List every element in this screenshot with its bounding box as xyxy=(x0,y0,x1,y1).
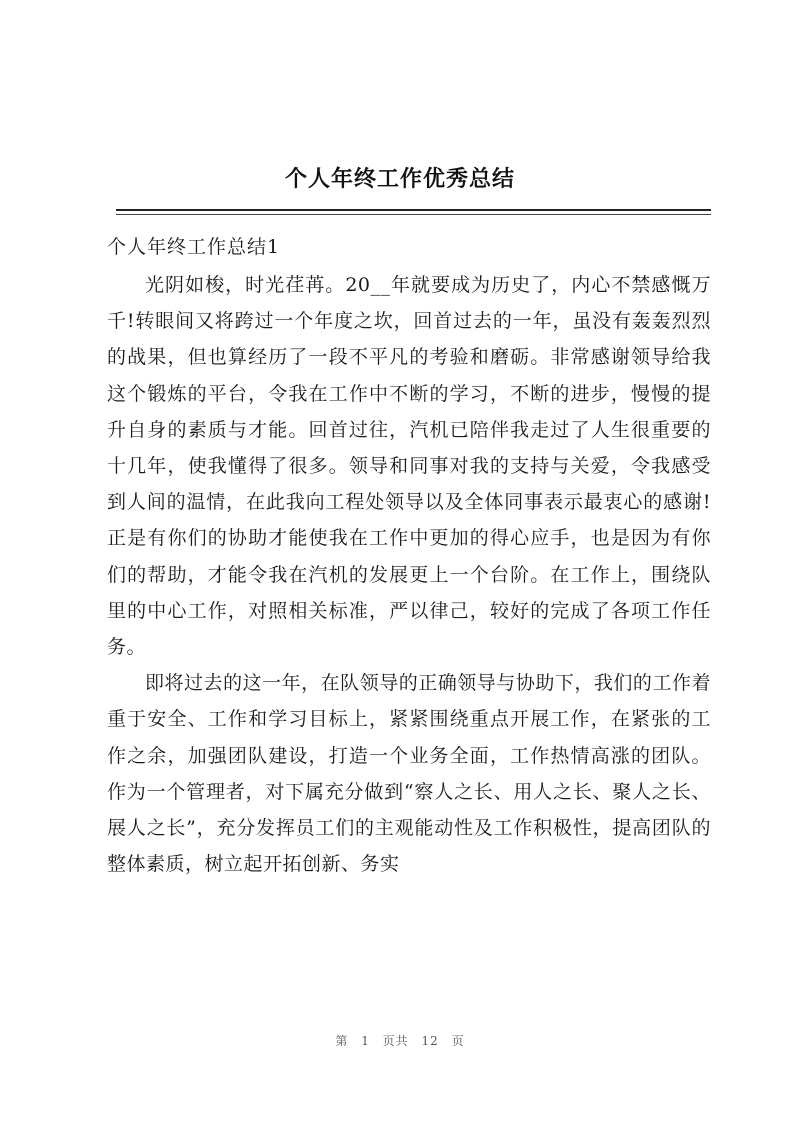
footer-suffix: 页 xyxy=(451,1034,465,1048)
document-title: 个人年终工作优秀总结 xyxy=(284,166,515,192)
title-rule-thin xyxy=(116,214,711,215)
footer-page-number: 1 xyxy=(361,1034,370,1048)
footer-prefix: 第 xyxy=(335,1034,349,1048)
footer-total-pages: 12 xyxy=(421,1034,439,1048)
paragraph-1: 光阴如梭，时光荏苒。20__年就要成为历史了，内心不禁感慨万千!转眼间又将跨过一个年度之坎，回首过去的一年，虽没有轰轰烈烈的战果，但也算经历了一段不平凡的考验和磨砺。非常感谢领导给我这个锻炼的平台，令我在工作中不断的学习，不断的进步，慢慢的提升自身的素质与才能。回首过往，汽机已陪伴我走过了人生很重要的十几年，使我懂得了很多。领导和同事对我的支持与关爱，令我感受到人间的温情，在此我向工程处领导以及全体同事表示最衷心的感谢!正是有你们的协助才能使我在工作中更加的得心应手，也是因为有你们的帮助，才能令我在汽机的发展更上一个台阶。在工作上，围绕队里的中心工作，对照相关标准，严以律己，较好的完成了各项工作任务。 xyxy=(107,274,711,659)
paragraph-2: 即将过去的这一年，在队领导的正确领导与协助下，我们的工作着重于安全、工作和学习目标上，紧紧围绕重点开展工作，在紧张的工作之余，加强团队建设，打造一个业务全面，工作热情高涨的团队。作为一个管理者，对下属充分做到“察人之长、用人之长、聚人之长、展人之长”，充分发挥员工们的主观能动性及工作积极性，提高团队的整体素质，树立起开拓创新、务实 xyxy=(107,672,711,876)
footer-middle: 页共 xyxy=(382,1034,409,1048)
section-heading: 个人年终工作总结1 xyxy=(107,236,281,258)
body-text xyxy=(107,267,711,882)
title-rule xyxy=(116,209,711,211)
page-footer xyxy=(0,1032,800,1049)
